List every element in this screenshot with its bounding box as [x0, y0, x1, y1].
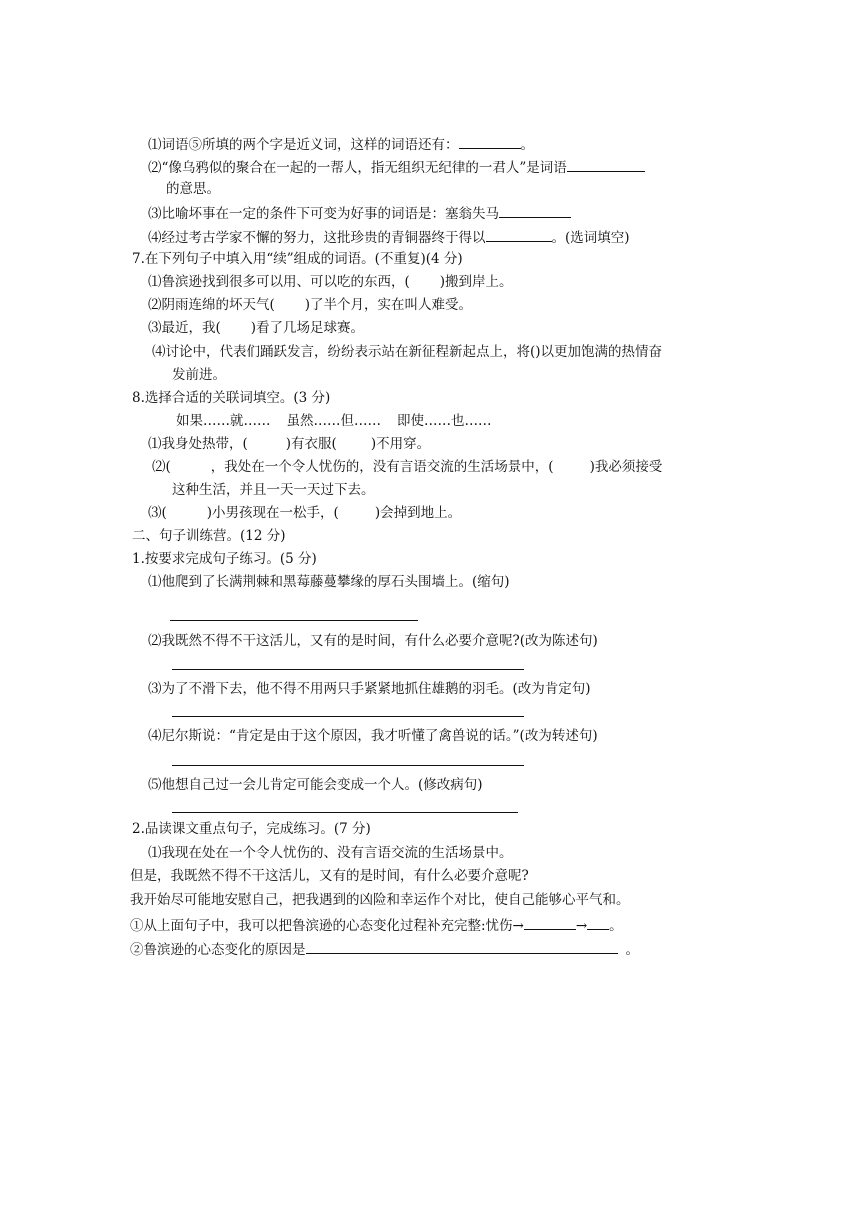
sec2-q2-answer-1-blank-a[interactable]	[524, 915, 576, 930]
sec2-q2-answer-2-text: ②鲁滨逊的心态变化的原因是	[130, 942, 306, 958]
sec2-q1-title: 1.按要求完成句子练习。(5 分)	[132, 551, 317, 567]
q7-item-4-cont: 发前进。	[172, 367, 226, 383]
q6-item-4-text: ⑷经过考古学家不懈的努力，这批珍贵的青铜器终于得以	[148, 230, 486, 246]
q7-item-1-text: ⑴鲁滨逊找到很多可以用、可以吃的东西，(	[148, 274, 410, 290]
sec2-q2-answer-2-end: 。	[625, 942, 639, 958]
q7-item-3-text: ⑶最近，我(	[148, 320, 221, 336]
q8-item-2-cont: 这种生活，并且一天一天过下去。	[172, 482, 375, 498]
sec2-q2-answer-1	[130, 915, 623, 935]
q8-item-2-end: )我必须接受	[589, 459, 663, 475]
sec2-q1-item-2: ⑵我既然不得不干这活儿，又有的是时间，有什么必要介意呢?(改为陈述句)	[148, 633, 598, 649]
q6-item-3	[148, 203, 571, 223]
q6-item-1-blank[interactable]	[459, 134, 521, 149]
q6-item-3-text: ⑶比喻坏事在一定的条件下可变为好事的词语是：塞翁失马	[148, 206, 499, 222]
q6-item-1	[148, 134, 534, 154]
q6-item-2-blank[interactable]	[567, 157, 645, 172]
sec2-q2-answer-2	[130, 939, 639, 959]
sec2-q1-answer-line-2[interactable]	[172, 669, 524, 670]
q8-item-2	[152, 458, 662, 476]
q6-item-4-blank[interactable]	[486, 227, 552, 242]
q8-item-3-mid: )小男孩现在一松手，(	[206, 505, 339, 521]
q8-item-1-end: )不用穿。	[370, 436, 431, 452]
q6-item-4	[148, 227, 630, 247]
sec2-q1-answer-line-3[interactable]	[172, 716, 524, 717]
q7-item-3	[148, 319, 364, 337]
q8-item-3-text: ⑶(	[148, 505, 167, 521]
sec2-q1-answer-line-5[interactable]	[172, 812, 518, 813]
q7-item-3-end: )看了几场足球赛。	[250, 320, 365, 336]
q7-item-2	[148, 296, 472, 314]
arrow-icon: →	[575, 918, 588, 934]
q8-options	[176, 412, 492, 430]
sec2-q1-item-1: ⑴他爬到了长满荆棘和黑莓藤蔓攀缘的厚石头围墙上。(缩句)	[148, 574, 510, 590]
sec2-q2-passage-3: 我开始尽可能地安慰自己，把我遇到的凶险和幸运作个对比，使自己能够心平气和。	[130, 892, 630, 908]
q6-item-2	[148, 157, 645, 177]
q7-title: 7.在下列句子中填入用“续”组成的词语。(不重复)(4 分)	[132, 251, 463, 267]
sec2-q1-item-4: ⑷尼尔斯说：“肯定是由于这个原因，我才听懂了禽兽说的话。”(改为转述句)	[148, 728, 598, 744]
sec2-q1-item-5: ⑸他想自己过一会儿肯定可能会变成一个人。(修改病句)	[148, 777, 483, 793]
sec2-q2-answer-1-text: ①从上面句子中，我可以把鲁滨逊的心态变化过程补充完整:忧伤→	[130, 918, 524, 934]
q8-title: 8.选择合适的关联词填空。(3 分)	[132, 390, 331, 406]
q8-item-3	[148, 504, 461, 522]
sec2-q2-answer-2-blank[interactable]	[306, 939, 618, 954]
q8-item-1-text: ⑴我身处热带，(	[148, 436, 248, 452]
q7-item-2-text: ⑵阴雨连绵的坏天气(	[148, 297, 275, 313]
q6-item-4-end: 。(选词填空)	[551, 230, 630, 246]
q7-item-1	[148, 273, 513, 291]
q6-item-2-text: ⑵“像乌鸦似的聚合在一起的一帮人，指无组织无纪律的一君人”是词语	[148, 160, 567, 176]
q7-item-1-end: )搬到岸上。	[439, 274, 513, 290]
sec2-q2-answer-1-blank-b[interactable]	[587, 915, 609, 930]
q8-option-1: 如果……就……	[176, 413, 271, 429]
sec2-q2-title: 2.品读课文重点句子，完成练习。(7 分)	[132, 821, 371, 837]
sec2-q2-answer-1-end: 。	[609, 918, 623, 934]
q7-item-2-end: )了半个月，实在叫人难受。	[304, 297, 473, 313]
q6-item-2-cont: 的意思。	[166, 181, 220, 197]
q6-item-1-text: ⑴词语⑤所填的两个字是近义词，这样的词语还有：	[148, 137, 459, 153]
q8-item-1	[148, 435, 430, 453]
sec2-q1-answer-line-1[interactable]	[170, 620, 418, 621]
q7-item-4: ⑷讨论中，代表们踊跃发言，纷纷表示站在新征程新起点上，将()以更加饱满的热情奋	[152, 344, 663, 360]
sec2-q1-answer-line-4[interactable]	[172, 765, 524, 766]
sec2-q1-item-3: ⑶为了不滑下去，他不得不用两只手紧紧地抓住雄鹅的羽毛。(改为肯定句)	[148, 681, 591, 697]
q8-option-2: 虽然……但……	[286, 413, 381, 429]
section-2-title: 二、句子训练营。(12 分)	[132, 528, 286, 544]
q6-item-3-blank[interactable]	[499, 203, 571, 218]
sec2-q2-passage-1: ⑴我现在处在一个令人忧伤的、没有言语交流的生活场景中。	[148, 845, 513, 861]
q8-item-2-text: ⑵(	[152, 459, 171, 475]
q8-option-3: 即使……也……	[397, 413, 492, 429]
q8-item-2-mid: ，我处在一个令人忧伤的，没有言语交流的生活场景中，(	[210, 459, 554, 475]
q8-item-1-mid: )有衣服(	[285, 436, 337, 452]
q8-item-3-end: )会掉到地上。	[374, 505, 462, 521]
q6-item-1-end: 。	[520, 137, 534, 153]
sec2-q2-passage-2: 但是，我既然不得不干这活儿，又有的是时间，有什么必要介意呢?	[130, 868, 529, 884]
